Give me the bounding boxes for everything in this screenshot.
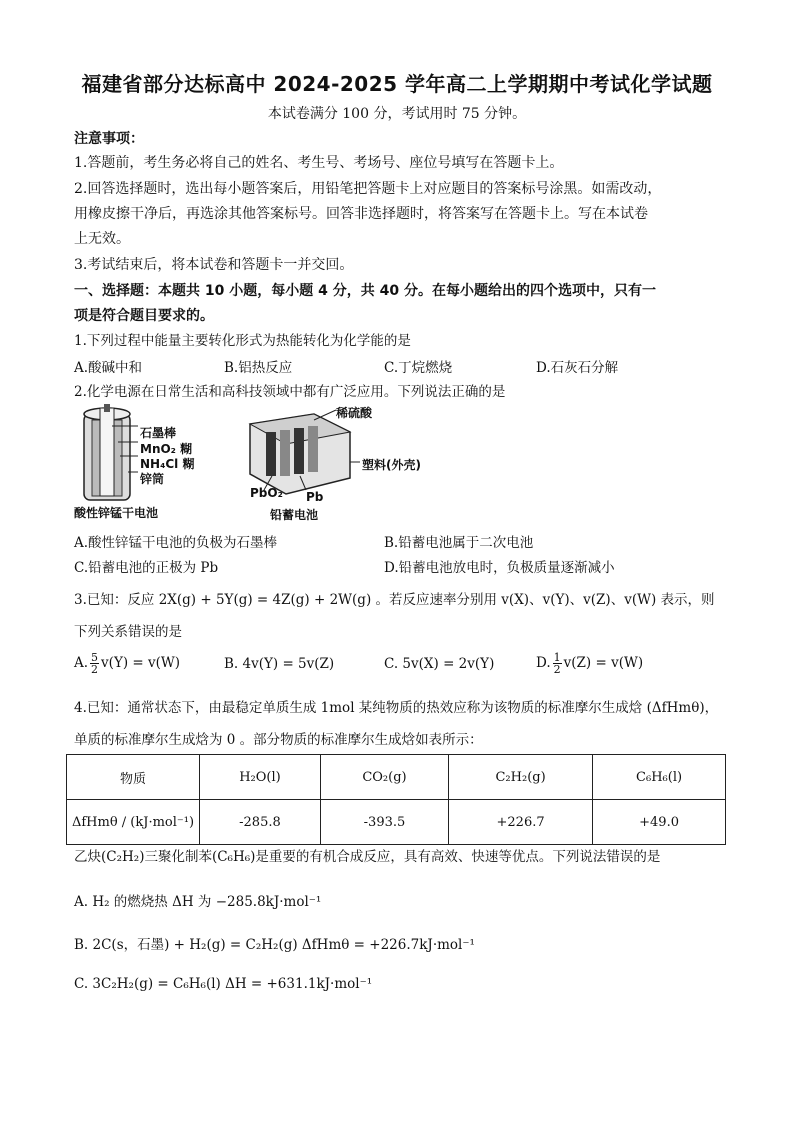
q2-option-b: B.铅蓄电池属于二次电池 — [384, 535, 534, 551]
q4-stem-line-3: 乙炔(C₂H₂)三聚化制苯(C₆H₆)是重要的有机合成反应，具有高效、快速等优点。下列说法错误的是 — [74, 849, 661, 865]
q3-option-d-fraction — [553, 652, 562, 675]
note-2-line-2: 用橡皮擦干净后，再选涂其他答案标号。回答非选择题时，将答案写在答题卡上。写在本试卷 — [74, 206, 648, 222]
q3-option-a — [74, 652, 180, 675]
q3-option-d-expression: v(Z) = v(W) — [563, 655, 644, 671]
q3-option-a-letter: A. — [74, 655, 89, 671]
q3-option-a-fraction — [90, 652, 99, 675]
enthalpy-table — [66, 754, 726, 845]
q3-stem-line-2: 下列关系错误的是 — [74, 624, 182, 640]
q1-option-d: D.石灰石分解 — [536, 360, 619, 376]
dry-cell-label-graphite: 石墨棒 — [140, 426, 177, 440]
q2-option-a: A.酸性锌锰干电池的负极为石墨棒 — [74, 535, 278, 551]
section-heading-line-1: 一、选择题：本题共 10 小题，每小题 4 分，共 40 分。在每小题给出的四个选项中，只有一 — [74, 283, 656, 299]
dry-cell-drawing — [84, 404, 138, 500]
note-1: 1.答题前，考生务必将自己的姓名、考生号、考场号、座位号填写在答题卡上。 — [74, 155, 564, 171]
q1-option-c: C.丁烷燃烧 — [384, 360, 453, 376]
q3-stem-prefix: 3.已知：反应 — [74, 592, 155, 608]
q2-option-c: C.铅蓄电池的正极为 Pb — [74, 560, 219, 576]
q1-option-a: A.酸碱中和 — [74, 360, 143, 376]
table-cell: -285.8 — [200, 800, 321, 845]
dry-cell-label-mno2: MnO₂ 糊 — [140, 442, 193, 456]
table-header-cell: CO₂(g) — [320, 755, 448, 800]
lead-acid-label-pbo2: PbO₂ — [250, 486, 283, 500]
lead-acid-drawing — [250, 410, 360, 494]
exam-info: 本试卷满分 100 分，考试用时 75 分钟。 — [267, 106, 527, 122]
notes-heading: 注意事项： — [74, 131, 144, 147]
q4-stem-text: 4.已知：通常状态下，由最稳定单质生成 1mol 某纯物质的热效应称为该物质的标准摩尔生成焓 — [74, 700, 643, 716]
lead-acid-label-case: 塑料(外壳) — [362, 458, 421, 472]
q3-option-d-letter: D. — [536, 655, 551, 671]
dry-cell-label-nh4cl: NH₄Cl 糊 — [140, 457, 195, 471]
table-header-cell: 物质 — [67, 755, 200, 800]
q3-option-d-denominator: 2 — [553, 663, 561, 676]
q4-option-b: B. 2C(s，石墨) + H₂(g) = C₂H₂(g) ΔfHmθ = +226.7kJ·mol⁻¹ — [74, 937, 475, 953]
table-row-label: ΔfHmθ / (kJ·mol⁻¹) — [67, 800, 200, 845]
q3-stem-line-1 — [74, 589, 726, 611]
q3-reaction: 2X(g) + 5Y(g) = 4Z(g) + 2W(g) — [158, 592, 372, 608]
note-2-line-3: 上无效。 — [74, 231, 130, 247]
q3-stem-suffix: 。若反应速率分别用 v(X)、v(Y)、v(Z)、v(W) 表示，则 — [375, 592, 715, 608]
table-header-cell: C₂H₂(g) — [449, 755, 593, 800]
q3-option-a-numerator: 5 — [91, 651, 99, 664]
q4-stem-line-1 — [74, 697, 726, 719]
dry-cell-label-zinc: 锌筒 — [140, 472, 165, 486]
table-row — [67, 800, 726, 845]
table-header-row — [67, 755, 726, 800]
q1-stem: 1.下列过程中能量主要转化形式为热能转化为化学能的是 — [74, 333, 411, 349]
q3-option-d-numerator: 1 — [553, 651, 561, 664]
table-cell: -393.5 — [320, 800, 448, 845]
q2-stem: 2.化学电源在日常生活和高科技领域中都有广泛应用。下列说法正确的是 — [74, 384, 506, 400]
table-cell: +49.0 — [593, 800, 726, 845]
q3-option-d — [536, 652, 643, 675]
lead-acid-label-acid: 稀硫酸 — [336, 406, 373, 420]
dry-cell-caption: 酸性锌锰干电池 — [74, 506, 159, 520]
page-title: 福建省部分达标高中 2024-2025 学年高二上学期期中考试化学试题 — [81, 72, 713, 96]
q3-option-c: C. 5v(X) = 2v(Y) — [384, 656, 495, 672]
battery-figure — [74, 404, 421, 522]
q1-option-b: B.铝热反应 — [224, 360, 293, 376]
q3-option-a-denominator: 2 — [91, 663, 99, 676]
q4-option-a: A. H₂ 的燃烧热 ΔH 为 −285.8kJ·mol⁻¹ — [74, 894, 322, 910]
q3-option-b: B. 4v(Y) = 5v(Z) — [224, 656, 335, 672]
table-header-cell: H₂O(l) — [200, 755, 321, 800]
q4-symbol: (ΔfHmθ)， — [646, 700, 719, 716]
q4-option-c: C. 3C₂H₂(g) = C₆H₆(l) ΔH = +631.1kJ·mol⁻¹ — [74, 976, 373, 992]
lead-acid-caption: 铅蓄电池 — [270, 508, 319, 522]
note-2-line-1: 2.回答选择题时，选出每小题答案后，用铅笔把答题卡上对应题目的答案标号涂黑。如需改动， — [74, 181, 662, 197]
section-heading-line-2: 项是符合题目要求的。 — [74, 308, 214, 324]
q3-option-a-expression: v(Y) = v(W) — [101, 655, 181, 671]
table-cell: +226.7 — [449, 800, 593, 845]
note-3: 3.考试结束后，将本试卷和答题卡一并交回。 — [74, 257, 354, 273]
q2-option-d: D.铅蓄电池放电时，负极质量逐渐减小 — [384, 560, 615, 576]
table-header-cell: C₆H₆(l) — [593, 755, 726, 800]
lead-acid-label-pb: Pb — [306, 490, 324, 504]
q4-stem-line-2: 单质的标准摩尔生成焓为 0 。部分物质的标准摩尔生成焓如表所示： — [74, 732, 483, 748]
